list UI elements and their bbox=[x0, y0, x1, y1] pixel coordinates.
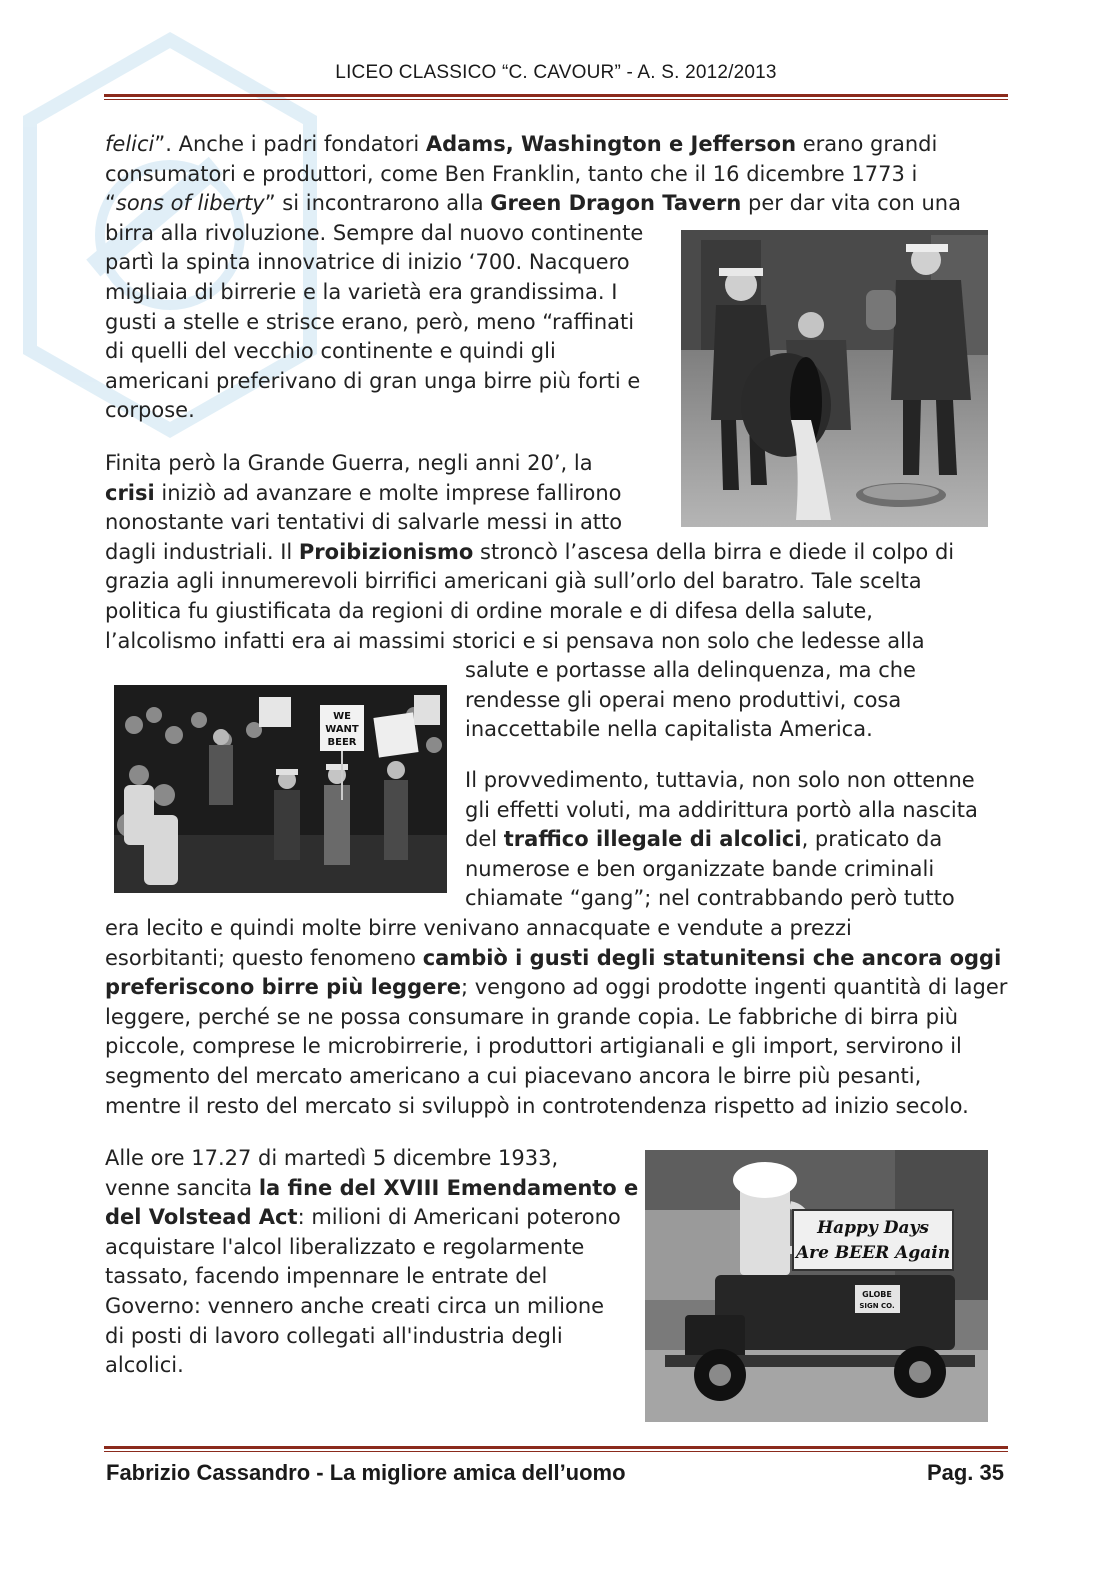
text-emphasis: sons of liberty bbox=[115, 191, 265, 216]
text-highlight: cambiò i gusti degli statunitensi che ancora oggi bbox=[422, 945, 1002, 970]
photo-beer-dumping bbox=[681, 230, 988, 527]
photo-we-want-beer-march bbox=[114, 685, 447, 893]
door-text: GLOBE bbox=[862, 1290, 892, 1299]
text-highlight: crisi bbox=[105, 480, 155, 505]
text-highlight: la fine del XVIII Emendamento e bbox=[258, 1175, 639, 1200]
text-highlight: Proibizionismo bbox=[298, 539, 474, 564]
paragraph-repeal: Alle ore 17.27 di martedì 5 dicembre 1933, venne sancita la fine del XVIII Emendamento e del Volstead Act: milioni di Americani poterono acquistare l'alcol liberalizzato e regolarmente tassato, facendo impennare le entrate del Governo: vennero anche creati circa un milione di posti di lavoro collegati all'industria degli alcolici. bbox=[105, 1146, 639, 1378]
paragraph-illegal-traffic: Il provvedimento, tuttavia, non solo non ottenne gli effetti voluti, ma addirittura portò alla nascita del traffico illegale di alcolici, praticato da numerose e ben organizzate bande criminali chiamate “gang”; nel contrabbando però tutto era lecito e quindi molte birre venivano annacquate e vendute a prezzi esorbitanti; questo fenomeno cambiò i gusti degli statunitensi che ancora oggi preferiscono birre più leggere; vengono ad oggi prodotte ingenti quantità di lager leggere, perché se ne possa consumare in grande copia. Le fabbriche di birra più piccole, comprese le microbirrerie, i produttori artigianali e gli import, servirono il segmento del mercato americano a cui piacevano ancora le birre più pesanti, mentre il resto del mercato si sviluppò in controtendenza rispetto ad inizio secolo. bbox=[105, 768, 1008, 1118]
header-rule bbox=[104, 94, 1008, 100]
footer-rule bbox=[104, 1446, 1008, 1452]
text-highlight: preferiscono birre più leggere bbox=[105, 975, 461, 1000]
svg-text:SIGN CO.: SIGN CO. bbox=[859, 1302, 895, 1310]
paragraph-prohibition: Finita però la Grande Guerra, negli anni 20’, la crisi iniziò ad avanzare e molte imprese fallirono nonostante vari tentativi di salvarle messi in atto dagli industriali. Il Proibizionismo stroncò l’ascesa della birra e diede il colpo di grazia agli innumerevoli birrifici americani già sull’orlo del baratro. Tale scelta politica fu giustificata da regioni di ordine morale e di difesa della salute, l’alcolismo infatti era ai massimi storici e si pensava non solo che ledesse alla salute e portasse alla delinquenza, ma che rendesse gli operai meno produttivi, cosa inaccettabile nella capitalista America. bbox=[105, 451, 955, 742]
svg-text:Are BEER Again: Are BEER Again bbox=[795, 1243, 951, 1263]
svg-text:BEER: BEER bbox=[327, 737, 357, 748]
text-emphasis: felici bbox=[105, 132, 155, 156]
svg-text:WANT: WANT bbox=[325, 724, 359, 735]
photo-happy-days-truck bbox=[645, 1150, 988, 1422]
text-highlight: Green Dragon Tavern bbox=[490, 191, 742, 216]
text-highlight: Adams, Washington e Jefferson bbox=[425, 132, 797, 156]
banner-text: Happy Days bbox=[817, 1218, 929, 1238]
sign-text: WE bbox=[333, 711, 351, 722]
footer-author-title: Fabrizio Cassandro - La migliore amica dell’uomo bbox=[106, 1460, 626, 1485]
page-number: Pag. 35 bbox=[926, 1460, 1004, 1485]
text-highlight: traffico illegale di alcolici bbox=[503, 827, 802, 852]
paragraph-founding-fathers: felici”. Anche i padri fondatori Adams, Washington e Jefferson erano grandi consumatori e produttori, come Ben Franklin, tanto che il 16 dicembre 1773 i “sons of liberty” si incontrarono alla Green Dragon Tavern per dar vita con una birra alla rivoluzione. Sempre dal nuovo continente partì la spinta innovatrice di inizio ‘700. Nacquero migliaia di birrerie e la varietà era grandissima. I gusti a stelle e strisce erano, però, meno “raffinati di quelli del vecchio continente e quindi gli americani preferivano di gran unga birre più forti e corpose. bbox=[105, 132, 961, 423]
text-highlight: del Volstead Act bbox=[105, 1205, 298, 1230]
header-title: LICEO CLASSICO “C. CAVOUR” - A. S. 2012/2013 bbox=[335, 62, 777, 83]
page-header bbox=[104, 62, 1008, 84]
